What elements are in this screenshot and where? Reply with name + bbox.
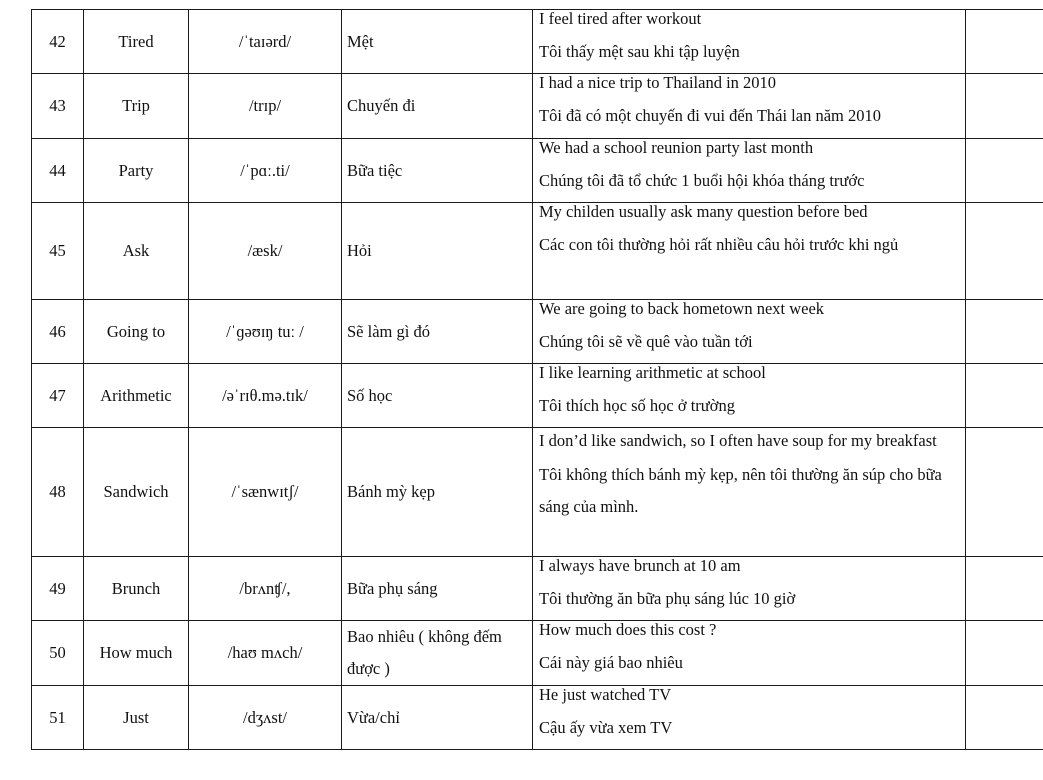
example-english: I had a nice trip to Thailand in 2010 — [539, 73, 777, 92]
table-row — [32, 139, 1043, 203]
word: Going to — [84, 300, 189, 364]
examples-cell — [533, 557, 966, 621]
pronunciation: /brʌnʧ/, — [189, 557, 342, 621]
row-number: 46 — [32, 300, 84, 364]
examples-cell — [533, 139, 966, 203]
empty-cell — [966, 74, 1043, 139]
pronunciation: /ˈpɑː.ti/ — [189, 139, 342, 203]
word: Sandwich — [84, 428, 189, 557]
pronunciation: /ˈtaɪərd/ — [189, 10, 342, 74]
example-english: I don’d like sandwich, so I often have soup for my breakfast — [539, 431, 937, 450]
table-row — [32, 621, 1043, 686]
meaning: Bữa phụ sáng — [342, 557, 533, 621]
meaning: Mệt — [342, 10, 533, 74]
row-number: 49 — [32, 557, 84, 621]
word: Just — [84, 686, 189, 750]
empty-cell — [966, 300, 1043, 364]
pronunciation: /æsk/ — [189, 203, 342, 300]
empty-cell — [966, 428, 1043, 557]
example-vietnamese: Tôi thấy mệt sau khi tập luyện — [539, 42, 740, 61]
example-english: We are going to back hometown next week — [539, 299, 825, 318]
example-english: How much does this cost ? — [539, 620, 717, 639]
examples-cell — [533, 364, 966, 428]
examples-cell — [533, 10, 966, 74]
example-vietnamese: Tôi thường ăn bữa phụ sáng lúc 10 giờ — [539, 589, 796, 608]
row-number: 47 — [32, 364, 84, 428]
vocabulary-table — [31, 9, 1043, 750]
example-vietnamese: Tôi không thích bánh mỳ kẹp, nên tôi thường ăn súp cho bữa sáng của mình. — [539, 465, 942, 516]
meaning: Số học — [342, 364, 533, 428]
row-number: 43 — [32, 74, 84, 139]
example-vietnamese: Tôi thích học số học ở trường — [539, 396, 735, 415]
empty-cell — [966, 621, 1043, 686]
empty-cell — [966, 139, 1043, 203]
word: Brunch — [84, 557, 189, 621]
pronunciation: /əˈrɪθ.mə.tɪk/ — [189, 364, 342, 428]
example-english: I like learning arithmetic at school — [539, 363, 766, 382]
examples-cell — [533, 300, 966, 364]
example-vietnamese: Chúng tôi sẽ về quê vào tuần tới — [539, 332, 753, 351]
row-number: 50 — [32, 621, 84, 686]
example-english: I feel tired after workout — [539, 9, 702, 28]
word: Party — [84, 139, 189, 203]
table-row — [32, 686, 1043, 750]
example-vietnamese: Tôi đã có một chuyến đi vui đến Thái lan năm 2010 — [539, 106, 881, 125]
row-number: 44 — [32, 139, 84, 203]
table-row — [32, 203, 1043, 300]
example-vietnamese: Chúng tôi đã tổ chức 1 buổi hội khóa tháng trước — [539, 171, 865, 190]
meaning: Bao nhiêu ( không đếm được ) — [342, 621, 533, 686]
table-row — [32, 364, 1043, 428]
example-english: We had a school reunion party last month — [539, 138, 814, 157]
word: How much — [84, 621, 189, 686]
example-vietnamese: Các con tôi thường hỏi rất nhiều câu hỏi trước khi ngủ — [539, 235, 899, 254]
examples-cell — [533, 686, 966, 750]
pronunciation: /haʊ mʌch/ — [189, 621, 342, 686]
word: Trip — [84, 74, 189, 139]
empty-cell — [966, 364, 1043, 428]
row-number: 42 — [32, 10, 84, 74]
table-row — [32, 300, 1043, 364]
example-vietnamese: Cái này giá bao nhiêu — [539, 653, 683, 672]
meaning: Bữa tiệc — [342, 139, 533, 203]
row-number: 45 — [32, 203, 84, 300]
table-row — [32, 428, 1043, 557]
examples-cell — [533, 203, 966, 300]
empty-cell — [966, 557, 1043, 621]
word: Ask — [84, 203, 189, 300]
meaning: Hỏi — [342, 203, 533, 300]
row-number: 51 — [32, 686, 84, 750]
example-english: He just watched TV — [539, 685, 672, 704]
table-row — [32, 10, 1043, 74]
pronunciation: /ˈɡəʊɪŋ tuː / — [189, 300, 342, 364]
examples-cell — [533, 74, 966, 139]
pronunciation: /dʒʌst/ — [189, 686, 342, 750]
empty-cell — [966, 203, 1043, 300]
table-row — [32, 74, 1043, 139]
meaning: Bánh mỳ kẹp — [342, 428, 533, 557]
example-english: My childen usually ask many question before bed — [539, 202, 868, 221]
pronunciation: /trɪp/ — [189, 74, 342, 139]
pronunciation: /ˈsænwɪtʃ/ — [189, 428, 342, 557]
empty-cell — [966, 10, 1043, 74]
meaning: Sẽ làm gì đó — [342, 300, 533, 364]
example-vietnamese: Cậu ấy vừa xem TV — [539, 718, 673, 737]
meaning: Vừa/chỉ — [342, 686, 533, 750]
empty-cell — [966, 686, 1043, 750]
examples-cell — [533, 428, 966, 557]
examples-cell — [533, 621, 966, 686]
example-english: I always have brunch at 10 am — [539, 556, 741, 575]
table-row — [32, 557, 1043, 621]
meaning: Chuyến đi — [342, 74, 533, 139]
word: Arithmetic — [84, 364, 189, 428]
row-number: 48 — [32, 428, 84, 557]
word: Tired — [84, 10, 189, 74]
